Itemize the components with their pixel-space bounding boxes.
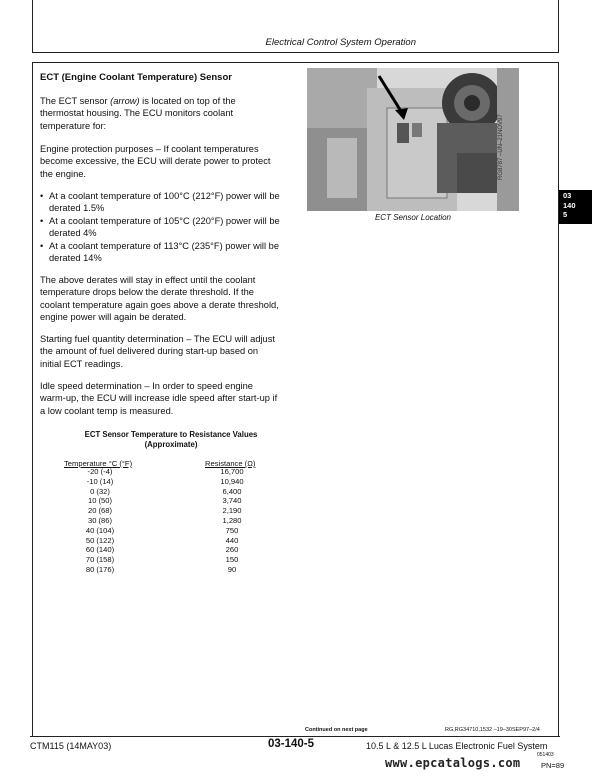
text-line: Starting fuel quantity determination – The ECU will adjust <box>40 334 275 344</box>
section-title: Electrical Control System Operation <box>265 37 416 48</box>
table-cell-resistance: 260 <box>225 545 239 555</box>
intro-paragraph <box>40 95 302 132</box>
table-cell-resistance: 3,740 <box>222 496 242 506</box>
section-heading: ECT (Engine Coolant Temperature) Sensor <box>40 72 232 83</box>
column-header-resistance: Resistance (Ω) <box>205 459 256 468</box>
table-cell-resistance: 90 <box>227 565 237 574</box>
intro-line-2: thermostat housing. The ECU monitors coolant <box>40 108 234 119</box>
text-line: Engine protection purposes – If coolant temperatures <box>40 144 259 154</box>
intro-line-1: The ECT sensor (arrow) is located on top of the <box>40 96 236 106</box>
derates-paragraph <box>40 274 302 324</box>
table-cell-temperature: 20 (68) <box>87 506 113 516</box>
text-line: Idle speed determination – In order to speed engine <box>40 381 253 391</box>
intro-line-3: temperature for: <box>40 120 107 131</box>
watermark: www.epcatalogs.com <box>385 756 521 770</box>
engine-photo-illustration <box>307 68 519 211</box>
text-line: coolant temperature again goes above a derate threshold, <box>40 299 279 310</box>
table-cell-temperature: 80 (176) <box>85 565 115 574</box>
table-cell-resistance: 440 <box>225 535 239 545</box>
column-header-temperature: Temperature °C (°F) <box>64 459 133 468</box>
text-line: become excessive, the ECU will derate power to protect <box>40 156 271 167</box>
footer-divider <box>30 736 560 737</box>
bullet-item: • At a coolant temperature of 105°C (220°F) power will be derated 4% <box>40 215 302 240</box>
page-number: 03-140-5 <box>268 738 315 750</box>
manual-id: CTM115 (14MAY03) <box>30 741 112 751</box>
text-line: temperature drops below the derate threshold. If the <box>40 287 254 298</box>
continued-note: Continued on next page <box>305 727 368 733</box>
text-line: the amount of fuel delivered during start-up based on <box>40 346 259 357</box>
table-cell-temperature: -10 (14) <box>86 476 114 486</box>
text-line: warm-up, the ECU will increase idle speed after start-up if <box>40 393 278 404</box>
section-side-tab: 03 140 5 <box>559 190 592 224</box>
figure-caption: ECT Sensor Location <box>374 213 452 222</box>
ect-sensor-photo <box>307 68 519 211</box>
table-cell-resistance: 150 <box>225 555 239 565</box>
table-title: ECT Sensor Temperature to Resistance Values (Approximate) <box>84 430 258 449</box>
bullet-item: • At a coolant temperature of 100°C (212°F) power will be derated 1.5% <box>40 190 302 215</box>
table-cell-resistance: 1,280 <box>222 516 242 525</box>
table-cell-temperature: 10 (50) <box>87 496 113 506</box>
table-cell-temperature: 50 (122) <box>85 535 115 545</box>
table-cell-temperature: 70 (158) <box>85 555 115 565</box>
text-line: the engine. <box>40 168 87 179</box>
footer-code: 051403 <box>537 752 554 758</box>
table-cell-resistance: 6,400 <box>222 486 242 496</box>
table-cell-temperature: 30 (86) <box>87 516 113 525</box>
protection-paragraph <box>40 143 302 180</box>
table-cell-resistance: 10,940 <box>220 476 244 486</box>
starting-fuel-paragraph <box>40 333 302 370</box>
table-cell-temperature: -20 (-4) <box>87 467 113 476</box>
figure-id: RG8787 –UN–21NOV97 <box>498 114 504 180</box>
bullet-item: • At a coolant temperature of 113°C (235°F) power will be derated 14% <box>40 240 302 265</box>
text-line: engine power will again be derated. <box>40 312 187 323</box>
footer-page-sub: PN=89 <box>541 761 565 770</box>
text-line: initial ECT readings. <box>40 358 124 369</box>
table-cell-temperature: 60 (140) <box>85 545 115 555</box>
text-line: The above derates will stay in effect until the coolant <box>40 275 256 285</box>
text-line: a low coolant temp is measured. <box>40 405 174 416</box>
manual-title: 10.5 L & 12.5 L Lucas Electronic Fuel System <box>366 741 548 751</box>
idle-speed-paragraph <box>40 380 302 417</box>
table-cell-resistance: 16,700 <box>220 467 244 476</box>
table-cell-temperature: 0 (32) <box>90 486 110 496</box>
derate-bullet-list <box>40 190 302 264</box>
table-cell-resistance: 2,190 <box>222 506 242 516</box>
table-cell-temperature: 40 (104) <box>85 525 115 535</box>
reference-code: RG,RG34710,1532 –19–30SEP97–2/4 <box>445 727 540 733</box>
table-cell-resistance: 750 <box>225 525 239 535</box>
